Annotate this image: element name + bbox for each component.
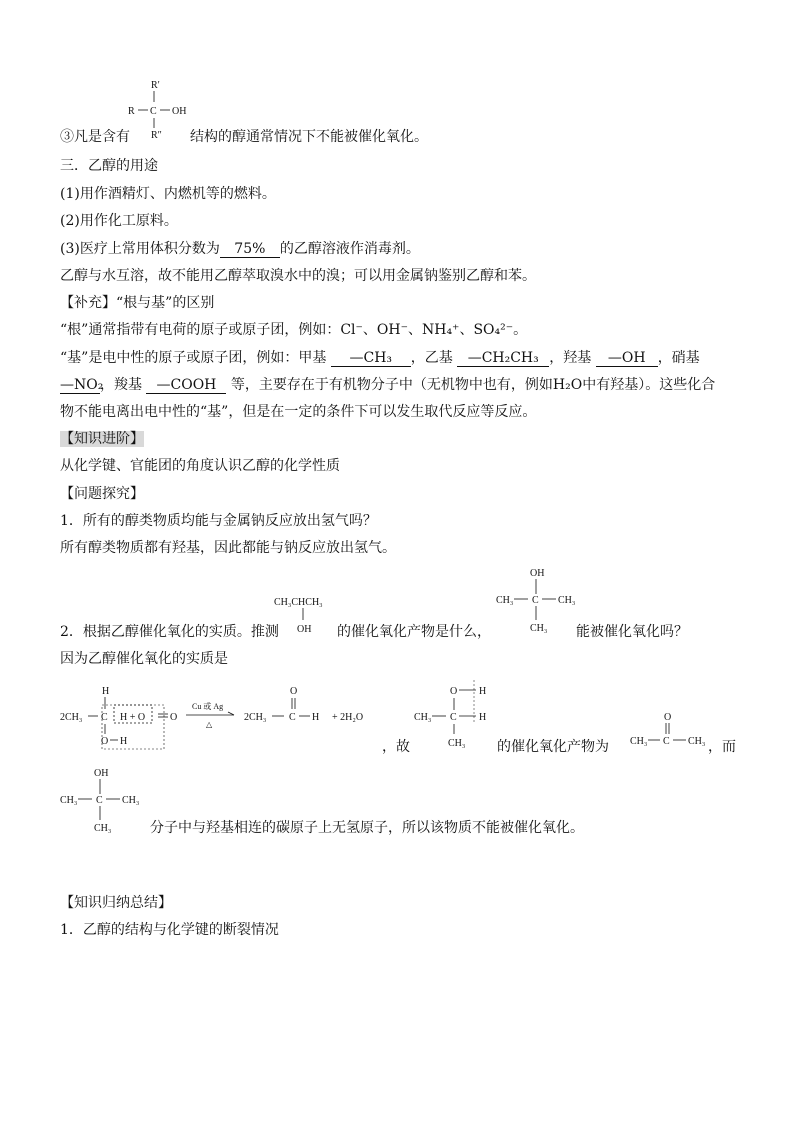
tertiary-alcohol-structure (120, 78, 200, 140)
tb2-bottom: CH₃ (94, 823, 112, 834)
s1-line (60, 127, 130, 147)
ji-nitro-pre: ，硝基 (657, 350, 700, 366)
s3-item3-pre: (3)医疗上常用体积分数为 (60, 241, 220, 257)
adv-q2 (60, 622, 279, 642)
s3-item3-post: 的乙醇溶液作消毒剂。 (279, 241, 420, 257)
summary-item1: 1．乙醇的结构与化学键的断裂情况 (60, 922, 279, 938)
supp-ji-3: 物不能电离出电中性的“基”，但是在一定的条件下可以发生取代反应等反应。 (60, 404, 537, 420)
supp-title: 【补充】“根与基”的区别 (60, 295, 215, 311)
adv-a1: 所有醇类物质都有羟基，因此都能与钠反应放出氢气。 (60, 540, 396, 556)
ji-post: 等，主要存在于有机物分子中（无机物中也有，例如H₂O中有羟基）。这些化合 (230, 377, 716, 393)
eq-product-o: O (290, 686, 298, 697)
adv-q1: 1．所有的醇类物质均能与金属钠反应放出氢气吗？ (60, 513, 377, 529)
supp-ji (60, 348, 700, 368)
struct-oh: OH (172, 106, 187, 117)
tb-bottom: CH₃ (530, 623, 548, 634)
blank-75: 75% (220, 241, 280, 258)
tb2-c: C (96, 795, 103, 806)
tb2-oh: OH (94, 768, 109, 779)
eq-o-right: O (170, 712, 178, 723)
ji-comma1: ，乙基 (410, 350, 453, 366)
summary-tag: 【知识归纳总结】 (60, 895, 172, 911)
q2-post: 能被催化氧化吗？ (576, 624, 688, 640)
tert-butanol-structure (494, 564, 580, 636)
blank-nitro: —NO₂ (60, 377, 104, 393)
eq-heat: △ (206, 720, 213, 729)
struct-left: R (128, 106, 135, 117)
a2-prod: 的催化氧化产物为 (497, 739, 609, 755)
a2-er: ，而 (708, 739, 736, 755)
s1-prefix: ③凡是含有 (60, 129, 130, 145)
s3-item3 (60, 239, 420, 259)
a2-final: 分子中与羟基相连的碳原子上无氢原子，所以该物质不能被催化氧化。 (150, 820, 584, 836)
ethanol-oxidation-equation (58, 680, 388, 752)
eq-2ch3: 2CH₃ (60, 712, 83, 723)
adv-inquiry: 【问题探究】 (60, 486, 144, 502)
ib-c: C (450, 712, 457, 723)
ac-right: CH₃ (688, 736, 706, 747)
eq-h-plus-o: H + O (120, 712, 146, 723)
supp-ji-2 (60, 375, 715, 395)
ac-o: O (664, 712, 672, 723)
q2-pre: 2．根据乙醇催化氧化的实质。推测 (60, 624, 279, 640)
s1-suffix: 结构的醇通常情况下不能被催化氧化。 (190, 129, 428, 145)
adv-tag-text: 【知识进阶】 (60, 431, 144, 447)
supp-gen-pre: “根”通常指带有电荷的原子或原子团，例如： (60, 322, 341, 338)
ib-o: O (450, 686, 458, 697)
tb-oh: OH (530, 568, 545, 579)
isopropanol-structure (272, 594, 342, 638)
ac-left: CH₃ (630, 736, 648, 747)
tb-right: CH₃ (558, 595, 576, 606)
ac-c: C (663, 736, 670, 747)
tb2-right: CH₃ (122, 795, 140, 806)
struct-bottom: R″ (151, 130, 162, 140)
ib-h-right: H (479, 712, 487, 723)
adv-tag (60, 429, 144, 449)
a2-gu: ，故 (382, 739, 410, 755)
blank-carboxyl: —COOH (146, 377, 226, 394)
struct-top: R′ (151, 80, 160, 91)
tb2-left: CH₃ (60, 795, 78, 806)
blank-methyl: —CH₃ (331, 350, 411, 367)
adv-line: 从化学键、官能团的角度认识乙醇的化学性质 (60, 458, 340, 474)
tb-left: CH₃ (496, 595, 514, 606)
ib-bottom: CH₃ (448, 738, 466, 749)
struct-c: C (150, 106, 157, 117)
eq-c: C (101, 712, 108, 723)
ib-left: CH₃ (414, 712, 432, 723)
eq-water: + 2H₂O (332, 712, 364, 723)
q2-mid: 的催化氧化产物是什么， (337, 624, 491, 640)
ji-carboxyl-pre: ，羧基 (100, 377, 142, 393)
tb-c: C (532, 595, 539, 606)
ib-h-top: H (479, 686, 487, 697)
iso-oh: OH (297, 624, 312, 635)
supp-gen (60, 320, 527, 340)
ji-hydroxyl-pre: ，羟基 (549, 350, 592, 366)
s3-heading: 三．乙醇的用途 (60, 158, 158, 174)
tert-butanol-structure-2 (58, 764, 144, 836)
eq-h-bottom: H (120, 736, 128, 747)
iso-chain: CH₃CHCH₃ (274, 597, 323, 608)
ji-pre: “基”是电中性的原子或原子团，例如：甲基 (60, 350, 327, 366)
eq-product-2ch3: 2CH₃ (244, 712, 267, 723)
blank-ethyl: —CH₂CH₃ (457, 350, 549, 367)
supp-gen-ions: Cl⁻、OH⁻、NH₄⁺、SO₄²⁻。 (340, 322, 528, 338)
acetone-structure (628, 708, 712, 750)
eq-product-h: H (312, 712, 320, 723)
s3-item1: (1)用作酒精灯、内燃机等的燃料。 (60, 186, 276, 202)
eq-o-bottom: O (101, 736, 109, 747)
eq-catalyst: Cu 或 Ag (192, 702, 224, 711)
s3-item2: (2)用作化工原料。 (60, 213, 178, 229)
a2-pre: 因为乙醇催化氧化的实质是 (60, 651, 228, 667)
s3-note: 乙醇与水互溶，故不能用乙醇萃取溴水中的溴；可以用金属钠鉴别乙醇和苯。 (60, 268, 536, 284)
eq-h-top: H (102, 686, 110, 697)
blank-hydroxyl: —OH (596, 350, 658, 367)
isopropanol-bond-structure (412, 680, 502, 752)
eq-product-c: C (289, 712, 296, 723)
